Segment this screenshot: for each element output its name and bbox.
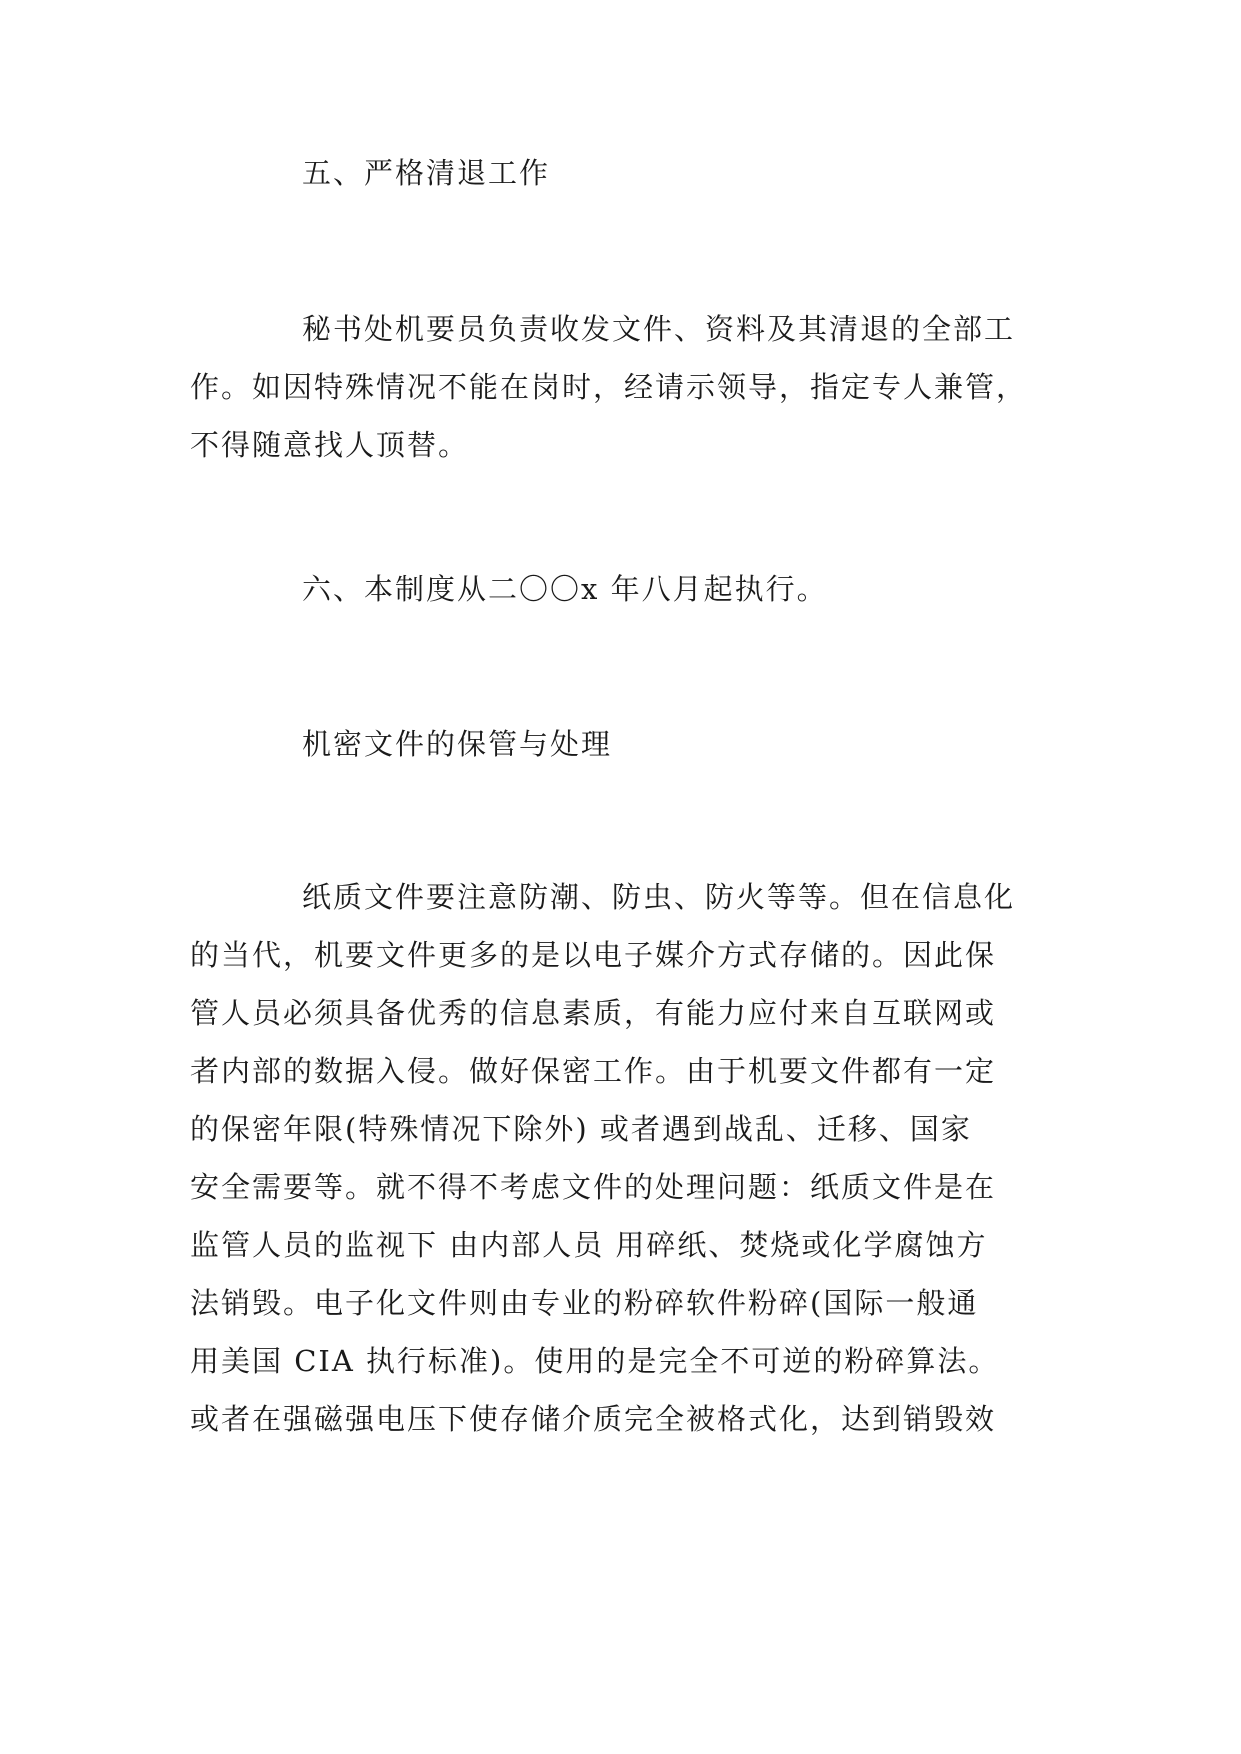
paragraph-line: 安全需要等。就不得不考虑文件的处理问题：纸质文件是在 — [190, 1170, 997, 1204]
section-heading-5 — [190, 144, 1058, 202]
paragraph-line: 用美国 CIA 执行标准)。使用的是完全不可逆的粉碎算法。 — [190, 1344, 1000, 1378]
heading-text: 六、本制度从二〇〇x 年八月起执行。 — [302, 572, 828, 606]
section-heading-6 — [190, 560, 1058, 618]
paragraph-line: 的当代，机要文件更多的是以电子媒介方式存储的。因此保 — [190, 938, 997, 972]
paragraph-line: 监管人员的监视下 由内部人员 用碎纸、焚烧或化学腐蚀方 — [190, 1228, 988, 1262]
section-title — [190, 715, 1058, 773]
paragraph-line: 者内部的数据入侵。做好保密工作。由于机要文件都有一定 — [190, 1054, 997, 1088]
paragraph-line: 的保密年限(特殊情况下除外) 或者遇到战乱、迁移、国家 — [190, 1112, 972, 1146]
paragraph-line: 作。如因特殊情况不能在岗时，经请示领导，指定专人兼管， — [190, 370, 1028, 404]
heading-text: 五、严格清退工作 — [302, 156, 551, 190]
paragraph-line: 纸质文件要注意防潮、防虫、防火等等。但在信息化 — [302, 880, 1016, 914]
paragraph-line: 秘书处机要员负责收发文件、资料及其清退的全部工 — [302, 312, 1016, 346]
title-text: 机密文件的保管与处理 — [302, 727, 613, 761]
paragraph-line: 法销毁。电子化文件则由专业的粉碎软件粉碎(国际一般通 — [190, 1286, 979, 1320]
paragraph-storage-disposal — [190, 868, 1058, 1448]
paragraph-line: 不得随意找人顶替。 — [190, 428, 470, 462]
paragraph-clearance — [190, 300, 1058, 474]
paragraph-line: 或者在强磁强电压下使存储介质完全被格式化，达到销毁效 — [190, 1402, 997, 1436]
paragraph-line: 管人员必须具备优秀的信息素质，有能力应付来自互联网或 — [190, 996, 997, 1030]
